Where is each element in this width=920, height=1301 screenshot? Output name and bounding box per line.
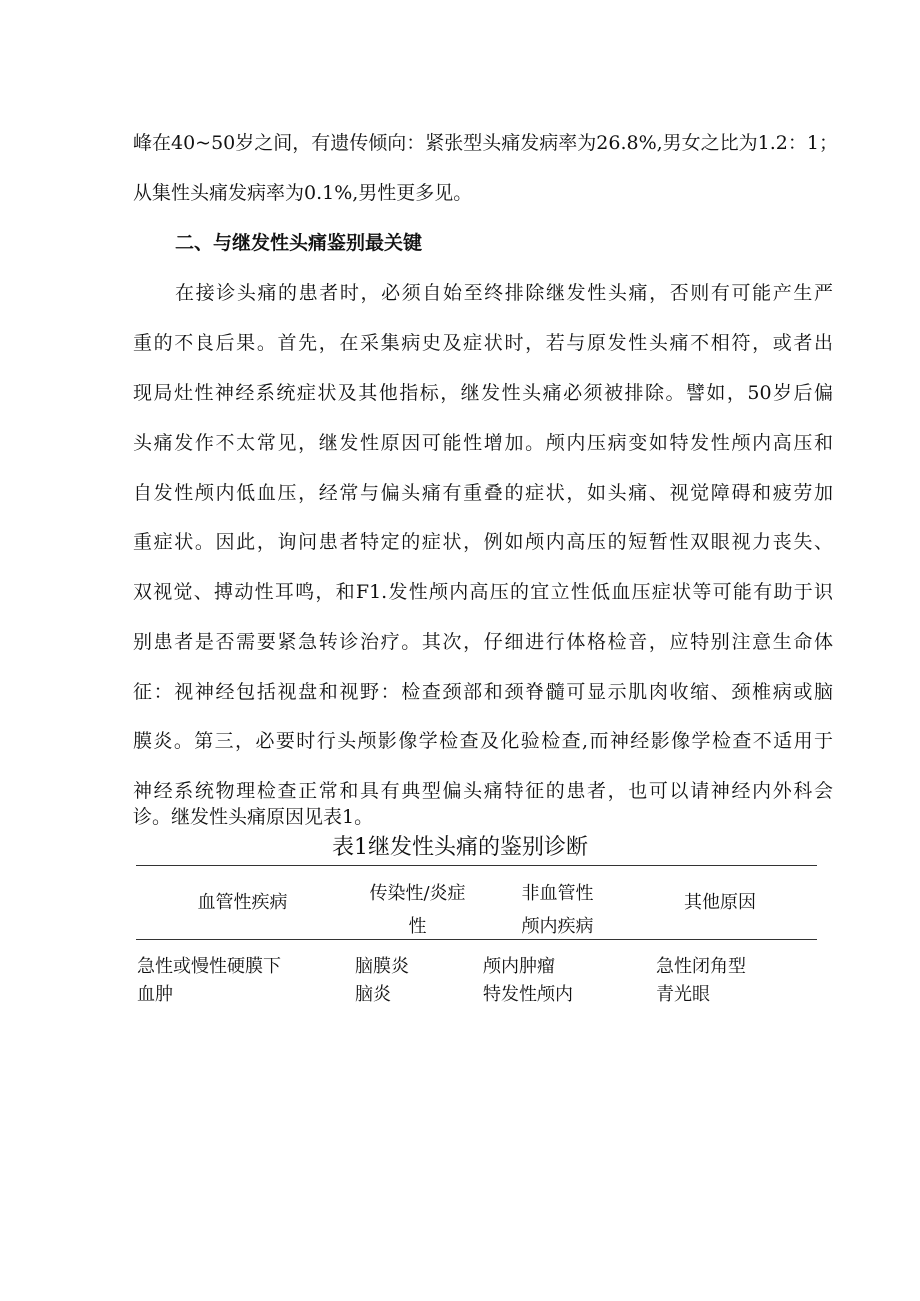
paragraph-line: 自发性颅内低血压，经常与偏头痛有重叠的症状，如头痛、视觉障碍和疲劳加 bbox=[133, 482, 833, 504]
table-cell: 特发性颅内 bbox=[483, 984, 573, 1005]
table-cell: 急性或慢性硬膜下 bbox=[137, 956, 281, 977]
paragraph-line: 双视觉、搏动性耳鸣，和F1.发性颅内高压的宜立性低血压症状等可能有助于识 bbox=[133, 581, 833, 603]
table-header-cell: 性 bbox=[408, 916, 427, 937]
table-cell: 脑炎 bbox=[355, 984, 391, 1005]
section-heading: 二、与继发性头痛鉴别最关键 bbox=[175, 232, 423, 254]
paragraph-line: 重的不良后果。首先，在采集病史及症状时，若与原发性头痛不相符，或者出 bbox=[133, 332, 833, 354]
table-header-cell: 传染性/炎症 bbox=[369, 883, 466, 904]
table-header-cell: 非血管性 bbox=[521, 883, 594, 904]
table-cell: 急性闭角型 bbox=[656, 956, 746, 977]
table-header-cell: 其他原因 bbox=[684, 892, 756, 913]
table-header-cell: 血管性疾病 bbox=[197, 892, 288, 913]
table-header-cell: 颅内疾病 bbox=[521, 916, 594, 937]
paragraph-line: 从集性头痛发病率为0.1%,男性更多见。 bbox=[133, 182, 473, 204]
paragraph-line: 重症状。因此，询问患者特定的症状，例如颅内高压的短暂性双眼视力丧失、 bbox=[133, 531, 833, 553]
table-cell: 颅内肿瘤 bbox=[483, 956, 555, 977]
table-caption: 表1继发性头痛的鉴别诊断 bbox=[332, 835, 588, 860]
table-header-rule bbox=[136, 939, 817, 940]
table-cell: 血肿 bbox=[137, 984, 173, 1005]
table-top-rule bbox=[136, 865, 817, 866]
table-cell: 青光眼 bbox=[656, 984, 710, 1005]
paragraph-line: 峰在40~50岁之间，有遗传倾向：紧张型头痛发病率为26.8%,男女之比为1.2：1； bbox=[133, 132, 838, 154]
paragraph-line: 征：视神经包括视盘和视野：检查颈部和颈脊髓可显示肌肉收缩、颈椎病或脑 bbox=[133, 681, 833, 703]
paragraph-line: 诊。继发性头痛原因见表1。 bbox=[133, 806, 374, 828]
paragraph-line: 膜炎。第三，必要时行头颅影像学检查及化验检查,而神经影像学检查不适用于 bbox=[133, 730, 833, 752]
paragraph-line: 别患者是否需要紧急转诊治疗。其次，仔细进行体格检音，应特别注意生命体 bbox=[133, 631, 833, 653]
paragraph-line: 头痛发作不太常见，继发性原因可能性增加。颅内压病变如特发性颅内高压和 bbox=[133, 432, 833, 454]
paragraph-line: 神经系统物理检查正常和具有典型偏头痛特征的患者，也可以请神经内外科会 bbox=[133, 780, 833, 802]
paragraph-line: 在接诊头痛的患者时，必须自始至终排除继发性头痛，否则有可能产生严 bbox=[175, 282, 833, 304]
table-cell: 脑膜炎 bbox=[355, 956, 409, 977]
paragraph-line: 现局灶性神经系统症状及其他指标，继发性头痛必须被排除。譬如，50岁后偏 bbox=[133, 382, 833, 404]
